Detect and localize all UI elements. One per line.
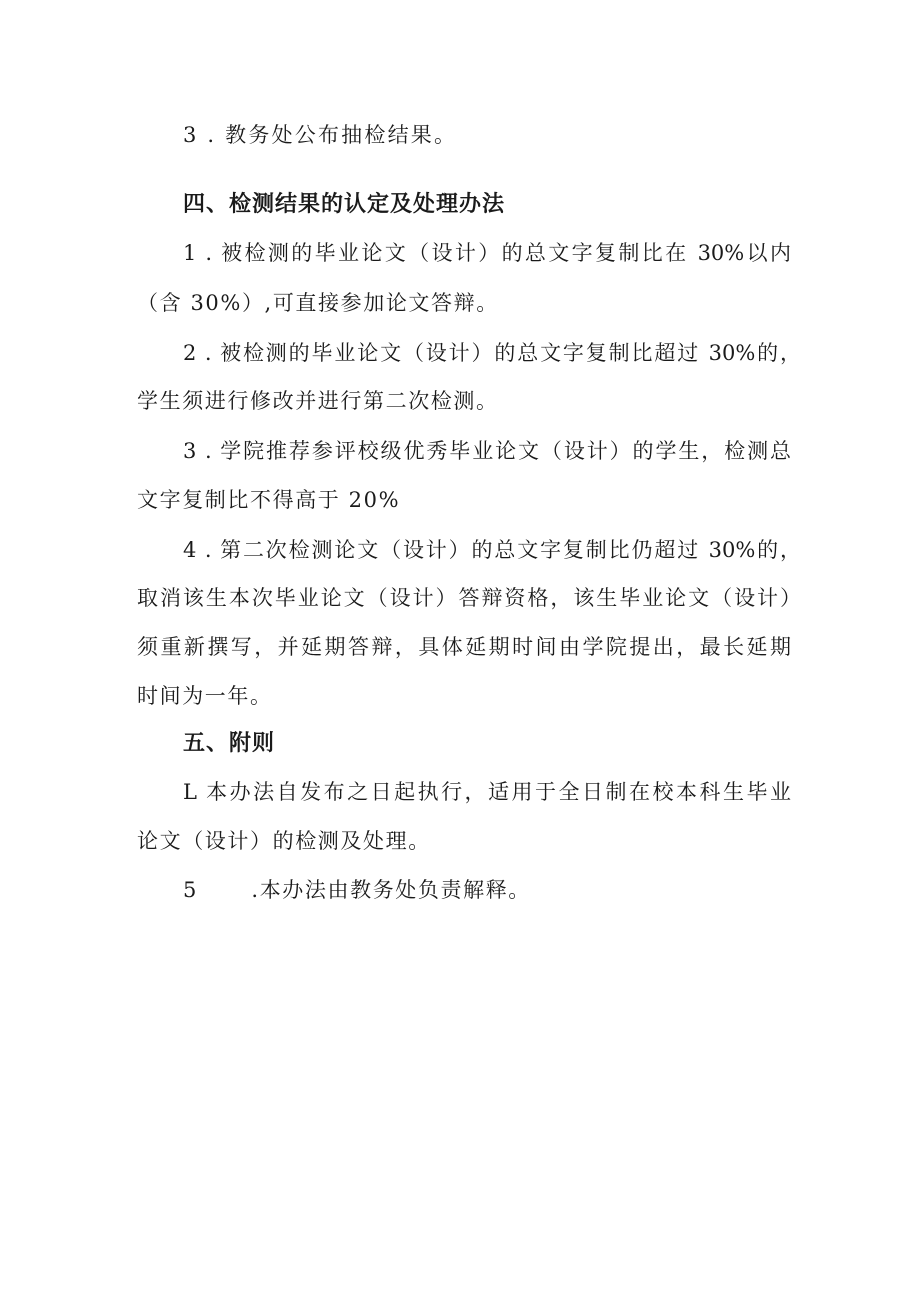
section5-item1-line2: 论文（设计）的检测及处理。 [137,829,431,853]
section5-item2-text: 5 .本办法由教务处负责解释。 [183,878,531,902]
section4-item1-line1: 1 . 被检测的毕业论文（设计）的总文字复制比在 30%以内 [183,241,791,265]
section3-item3-text: 3 . 教务处公布抽检结果。 [183,123,458,147]
section4-heading: 四、检测结果的认定及处理办法 [183,191,506,217]
section4-item2-line1: 2 . 被检测的毕业论文（设计）的总文字复制比超过 30%的， [183,341,801,365]
section4-item4-line4: 时间为一年。 [137,684,273,708]
section4-item4-line3: 须重新撰写，并延期答辩，具体延期时间由学院提出，最长延期 [137,635,791,659]
section4-item3-line2: 文字复制比不得高于 20% [137,488,401,512]
section5-heading: 五、附则 [183,730,276,756]
section4-item3-line1: 3 . 学院推荐参评校级优秀毕业论文（设计）的学生，检测总 [183,439,791,463]
section4-item1-line2: （含 30%）,可直接参加论文答辩。 [137,291,499,315]
section4-item4-line2: 取消该生本次毕业论文（设计）答辩资格，该生毕业论文（设计） [137,586,801,610]
section4-item2-line2: 学生须进行修改并进行第二次检测。 [137,389,499,413]
section5-item1-line1: L 本办法自发布之日起执行，适用于全日制在校本科生毕业 [183,780,791,804]
section4-item4-line1: 4 . 第二次检测论文（设计）的总文字复制比仍超过 30%的， [183,538,801,562]
